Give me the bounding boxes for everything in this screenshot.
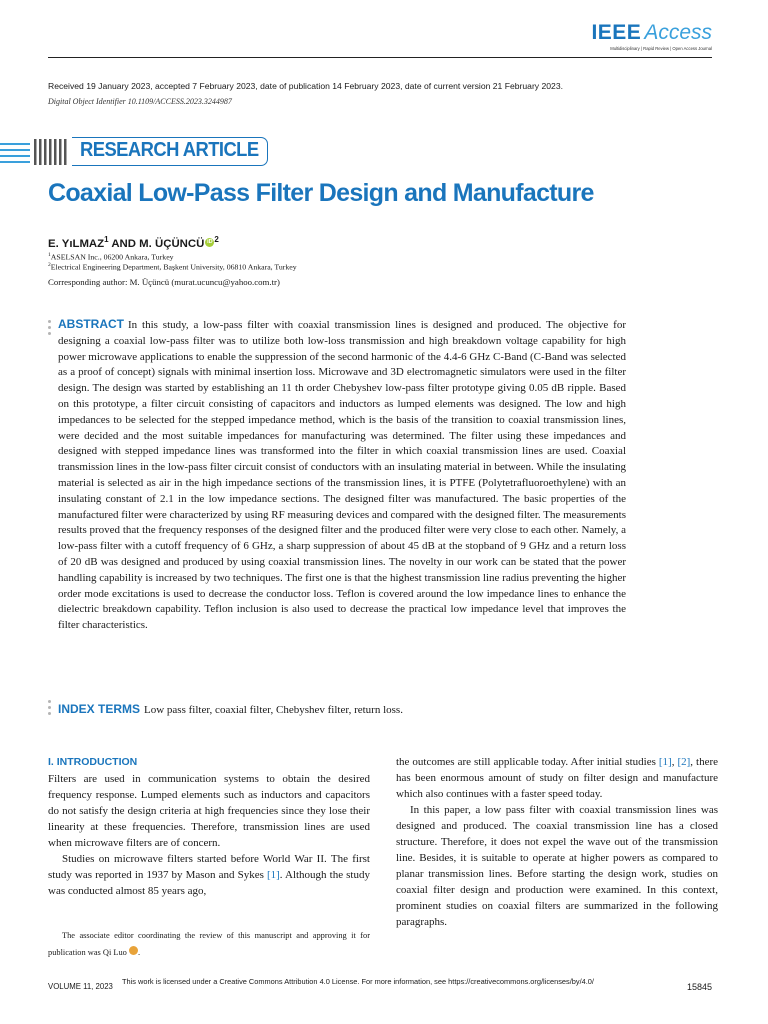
affiliation-1 bbox=[48, 252, 174, 262]
abstract-text: In this study, a low-pass filter with coaxial transmission lines is designed and produced. The objective for designing a coaxial low-pass filter was to utilize both low-loss transmission and high breakdown voltage capability for high power microwave applications to enable the suppression of the second harmonic of the 4.4-6 GHz C-Band (C-Band was selected as a proof of concept) signals with minimal insertion loss. Microwave and 3D electromagnetic simulators were used in the filter design. The design was started by establishing an 11 th order Chebyshev low-pass filter prototype giving 0.05 dB ripple. Based on this prototype, a filter circuit consisting of capacitors and inductors as lumped elements was designed. The low and high impedances to be selected for the stepped impedance method, which is the basis of the transition to coaxial transmission lines, were decided and the most suitable impedances for manufacturing was determined. The filter using these impedances and designed with stepped impedance lines was transformed into the filter in which coaxial transmission lines are used. Coaxial transmission lines in the low-pass filter circuit consist of conductors with an insulating material in between. While the insulating material is selected as air in the high impedance sections of the transmission lines, it is PTFE (Polytetrafluoroethylene) with an insulating constant of 2.1 in the low impedance sections. The designed filter was manufactured. The basic properties of the manufactured filter were characterized by using RF measuring devices and compared with the designed filter. The measurements results proved that the frequency responses of the designed filter and the produced filter were very close to each other. Namely, a low-pass filter with a cutoff frequency of 6 GHz, a sharp suppression of about 45 dB at the stopband of 9 GHz and a return loss of 20 dB was designed and produced by using coaxial transmission lines. The novelty in our work can be stated that the power handling capability is increased by two techniques. The first one is that the highest transmission line radius preventing the higher order mode excitations is used to decrease the conductor loss. Teflon is covered around the low impedance lines to enhance the dielectric breakdown capability. Teflon inclusion is also used to decrease the practical low impedance level that improves the filter characteristics. bbox=[58, 319, 626, 632]
intro-paragraph-2 bbox=[48, 851, 370, 899]
research-article-banner bbox=[0, 134, 270, 170]
citation-link-1[interactable]: [1] bbox=[266, 869, 280, 881]
citation-link-2[interactable]: [2] bbox=[677, 756, 691, 768]
footer-volume: VOLUME 11, 2023 bbox=[48, 982, 113, 991]
editor-footnote bbox=[48, 928, 370, 961]
author-2-affiliation-mark: 2 bbox=[214, 235, 219, 244]
affiliation-2-number: 2 bbox=[48, 262, 51, 268]
header-rule bbox=[48, 57, 712, 58]
intro-p2-text-b: . Although the study was conducted almost 85 years ago, bbox=[48, 869, 370, 897]
footer-license: This work is licensed under a Creative Commons Attribution 4.0 License. For more information, see https://creativecommons.org/licenses/by/4.0/ bbox=[122, 977, 594, 986]
footnote-end: . bbox=[137, 947, 141, 957]
abstract-dots-icon bbox=[48, 320, 51, 338]
footnote-text: The associate editor coordinating the review of this manuscript and approving it for publication was Qi Luo bbox=[48, 931, 370, 957]
abstract-label: ABSTRACT bbox=[58, 317, 124, 331]
intro-paragraph-4: In this paper, a low pass filter with coaxial transmission lines was designed and produced. The coaxial transmission line has a closed structure. Therefore, it does not expel the wave out of the transmission line. Besides, it is suitable to operate at higher powers as compared to planar transmission lines. Before starting the design work, studies on coaxial filter design and production were examined. In this context, prominent studies on coaxial filters are summarized in the following paragraphs. bbox=[396, 804, 718, 928]
abstract bbox=[58, 317, 626, 634]
intro-paragraph-1: Filters are used in communication systems to obtain the desired frequency response. Lumped elements such as inductors and capacitors do not satisfy the design criteria at high frequencies since they lose their linearity at these frequencies. Therefore, transmission lines are used when microwave filters are of concern. bbox=[48, 773, 370, 849]
received-dates: Received 19 January 2023, accepted 7 February 2023, date of publication 14 February 2023, date of current version 21 February 2023. bbox=[48, 81, 563, 91]
index-terms bbox=[58, 702, 626, 718]
index-terms-label: INDEX TERMS bbox=[58, 702, 141, 716]
doi: Digital Object Identifier 10.1109/ACCESS.2023.3244987 bbox=[48, 97, 232, 106]
logo-access-text: Access bbox=[644, 21, 712, 44]
article-title: Coaxial Low-Pass Filter Design and Manufacture bbox=[48, 179, 594, 207]
footnote-orcid-icon[interactable]: iD bbox=[129, 946, 138, 955]
column-right bbox=[396, 754, 718, 930]
orcid-icon[interactable]: iD bbox=[207, 238, 213, 245]
affiliation-2 bbox=[48, 262, 297, 272]
intro-p3-text-b: , there has been enormous amount of study on filter design and manufacture which also continues with a faster speed today. bbox=[396, 756, 718, 800]
section-heading-introduction: I. INTRODUCTION bbox=[48, 756, 138, 768]
banner-label: RESEARCH ARTICLE bbox=[80, 139, 259, 161]
intro-paragraph-3 bbox=[396, 754, 718, 802]
author-joiner: AND bbox=[108, 237, 140, 250]
banner-stripes-icon bbox=[0, 137, 70, 167]
column-left bbox=[48, 756, 370, 899]
intro-p3-text-a: the outcomes are still applicable today. After initial studies bbox=[396, 756, 659, 768]
ieee-access-logo bbox=[591, 22, 712, 51]
affiliation-2-text: Electrical Engineering Department, Başkent University, 06810 Ankara, Turkey bbox=[50, 262, 297, 272]
author-1-affiliation-mark: 1 bbox=[104, 235, 109, 244]
affiliation-1-text: ASELSAN Inc., 06200 Ankara, Turkey bbox=[50, 252, 174, 262]
intro-p3-separator: , bbox=[671, 756, 678, 768]
index-terms-text: Low pass filter, coaxial filter, Chebyshev filter, return loss. bbox=[144, 704, 403, 716]
logo-ieee-text: IEEE bbox=[591, 21, 642, 44]
index-terms-dots-icon bbox=[48, 700, 51, 718]
footer-page-number: 15845 bbox=[686, 982, 712, 992]
affiliation-1-number: 1 bbox=[48, 252, 51, 258]
logo-tagline: Multidisciplinary | Rapid Review | Open Access Journal bbox=[610, 46, 712, 51]
author-2: M. ÜÇÜNCÜ bbox=[139, 237, 205, 250]
author-list bbox=[48, 235, 219, 250]
corresponding-author: Corresponding author: M. Üçüncü (murat.ucuncu@yahoo.com.tr) bbox=[48, 277, 280, 287]
citation-link-1b[interactable]: [1] bbox=[658, 756, 672, 768]
author-1: E. YıLMAZ bbox=[48, 237, 105, 250]
intro-p2-text-a: Studies on microwave filters started before World War II. The first study was reported in 1937 by Mason and Sykes bbox=[48, 853, 370, 881]
